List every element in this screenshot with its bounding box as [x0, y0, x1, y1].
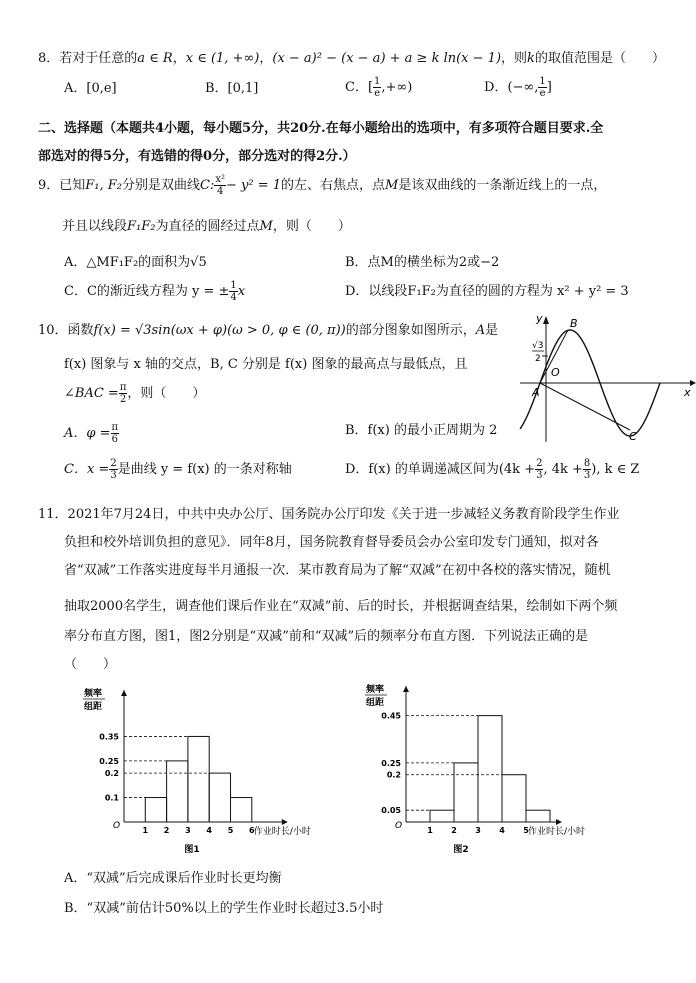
histogram-bar — [188, 736, 209, 822]
y-tick-label: 0.2 — [386, 770, 401, 780]
histogram-bar — [167, 761, 188, 822]
q8-stem: 8．若对于任意的a ∈ R，x ∈ (1, +∞)，(x − a)² − (x − a) + a ≥ k ln(x − 1)，则k的取值范围是（ ） — [38, 51, 665, 66]
y-tick-label: 0.45 — [381, 711, 401, 721]
q9-option-b: B．点M的横坐标为2或−2 — [345, 255, 500, 270]
x-tick-label: 5 — [523, 826, 529, 835]
histogram-bar — [502, 775, 526, 822]
q11-option-a: A．“双减”后完成课后作业时长更均衡 — [64, 871, 282, 886]
sqrt3-numerator: √3 — [532, 341, 544, 351]
x-axis-label: x — [684, 386, 691, 399]
histogram-figure-1 — [84, 684, 330, 856]
x-tick-label: 2 — [451, 826, 457, 835]
q10-stem-line1: 10．函数f(x) = √3sin(ωx + φ)(ω > 0, φ ∈ (0, π))的部分图象如图所示，A是 — [38, 323, 499, 338]
q10-graph — [518, 312, 696, 444]
q10-stem-line3: ∠BAC = $\frac{\pi}{2}$ ，则（ ） — [64, 382, 206, 405]
histogram-bar — [478, 716, 502, 822]
origin-label: O — [113, 821, 121, 831]
origin-label: O — [551, 366, 560, 379]
q8-option-c: C．[ $\frac{1}{e}$ ,+∞) — [345, 76, 413, 99]
histogram-bar — [454, 763, 478, 822]
section2-header-line1: 二、选择题（本题共4小题，每小题5分，共20分.在每小题给出的选项中，有多项符合题目要求.全 — [38, 121, 604, 136]
q10-option-b: B．f(x) 的最小正周期为 2 — [345, 423, 498, 438]
x-tick-label: 4 — [206, 826, 212, 835]
q11-stem-line2: 负担和校外培训负担的意见》．同年8月，国务院教育督导委员会办公室印发专门通知，拟对各 — [64, 535, 599, 550]
y-axis-arrow-icon — [403, 686, 409, 692]
q9-option-c: C．C的渐近线方程为 y = ± $\frac{1}{4}$ x — [64, 280, 246, 303]
histogram-bar — [145, 798, 166, 822]
histogram-figure-2 — [368, 680, 598, 856]
point-b-label: B — [570, 317, 578, 330]
y-axis-arrow-icon — [121, 690, 127, 696]
y-label-top: 频率 — [84, 689, 103, 699]
q8-option-b: B．[0,1] — [205, 81, 259, 96]
q9-stem-line2: 并且以线段F₁F₂为直径的圆经过点M，则（ ） — [62, 219, 351, 234]
x-tick-label: 3 — [475, 826, 481, 835]
q8-option-a: A．[0,e] — [64, 81, 117, 96]
x-tick-label: 3 — [185, 826, 191, 835]
segment-ac — [540, 383, 630, 430]
figure-caption: 图2 — [453, 845, 469, 855]
histogram-bar — [526, 810, 550, 822]
sqrt3-denominator: 2 — [535, 354, 541, 364]
y-tick-label: 0.1 — [104, 793, 119, 803]
y-tick-label: 0.35 — [99, 732, 119, 742]
q11-stem-line1: 11．2021年7月24日，中共中央办公厅、国务院办公厅印发《关于进一步减轻义务教育阶段学生作业 — [38, 507, 620, 522]
y-tick-label: 0.05 — [381, 806, 401, 816]
y-label-top: 频率 — [366, 685, 385, 695]
q9-option-d: D．以线段F₁F₂为直径的圆的方程为 x² + y² = 3 — [345, 284, 629, 299]
y-axis-label: y — [536, 312, 543, 325]
x-axis-arrow-icon — [556, 819, 562, 825]
q10-option-a: A．φ = $\frac{\pi}{6}$ — [64, 422, 119, 445]
q11-option-b: B．“双减”前估计50%以上的学生作业时长超过3.5小时 — [64, 901, 384, 916]
y-label-bottom: 组距 — [84, 702, 103, 712]
origin-label: O — [395, 821, 403, 831]
histogram-bar — [231, 798, 252, 822]
x-axis-label: 作业时长/小时 — [528, 827, 586, 837]
x-axis-arrow-icon — [690, 380, 696, 386]
figure-caption: 图1 — [184, 845, 200, 855]
q11-stem-line6: （ ） — [64, 657, 117, 672]
q9-stem: 9．已知F₁, F₂分别是双曲线C: $\frac{\text{x²}}{4}$ − y² = 1的左、右焦点，点M是该双曲线的一条渐近线上的一点， — [38, 174, 607, 197]
x-tick-label: 2 — [163, 826, 170, 835]
x-tick-label: 1 — [142, 826, 149, 835]
x-tick-label: 5 — [227, 826, 234, 835]
y-tick-label: 0.25 — [99, 756, 119, 766]
x-axis-label: 作业时长/小时 — [253, 827, 311, 837]
point-a-label: A — [532, 386, 540, 399]
histogram-bar — [430, 810, 454, 822]
x-tick-label: 6 — [249, 826, 255, 835]
y-tick-label: 0.25 — [381, 758, 401, 768]
q10-option-c: C．x = $\frac{2}{3}$ 是曲线 y = f(x) 的一条对称轴 — [64, 458, 292, 481]
histogram-bar — [209, 773, 230, 822]
q8-option-d: D．(−∞, $\frac{1}{e}$ ] — [484, 76, 552, 99]
q11-stem-line4: 抽取2000名学生，调查他们课后作业在“双减”前、后的时长，并根据调查结果，绘制如下两个频 — [64, 599, 618, 614]
x-tick-label: 4 — [499, 826, 505, 835]
section2-header-line2: 部选对的得5分，有选错的得0分，部分选对的得2分.） — [38, 149, 356, 164]
q10-option-d: D．f(x) 的单调递减区间为(4k + $\frac{2}{3}$ , 4k + $\frac{8}{3}$ ), k ∈ Z — [345, 458, 640, 481]
point-c-label: C — [629, 430, 637, 443]
y-label-bottom: 组距 — [366, 698, 385, 708]
x-tick-label: 1 — [427, 826, 433, 835]
q9-option-a: A．△MF₁F₂的面积为√5 — [64, 255, 207, 270]
q10-stem-line2: f(x) 图象与 x 轴的交点，B, C 分别是 f(x) 图象的最高点与最低点，且 — [64, 357, 468, 372]
y-axis-arrow-icon — [543, 316, 549, 324]
q11-stem-line5: 率分布直方图，图1，图2分别是“双减”前和“双减”后的频率分布直方图．下列说法正确的是 — [64, 629, 589, 644]
x-axis-arrow-icon — [282, 819, 288, 825]
q11-stem-line3: 省“双减”工作落实进度每半月通报一次．某市教育局为了解“双减”在初中各校的落实情况，随机 — [64, 563, 611, 578]
y-tick-label: 0.2 — [104, 769, 119, 779]
